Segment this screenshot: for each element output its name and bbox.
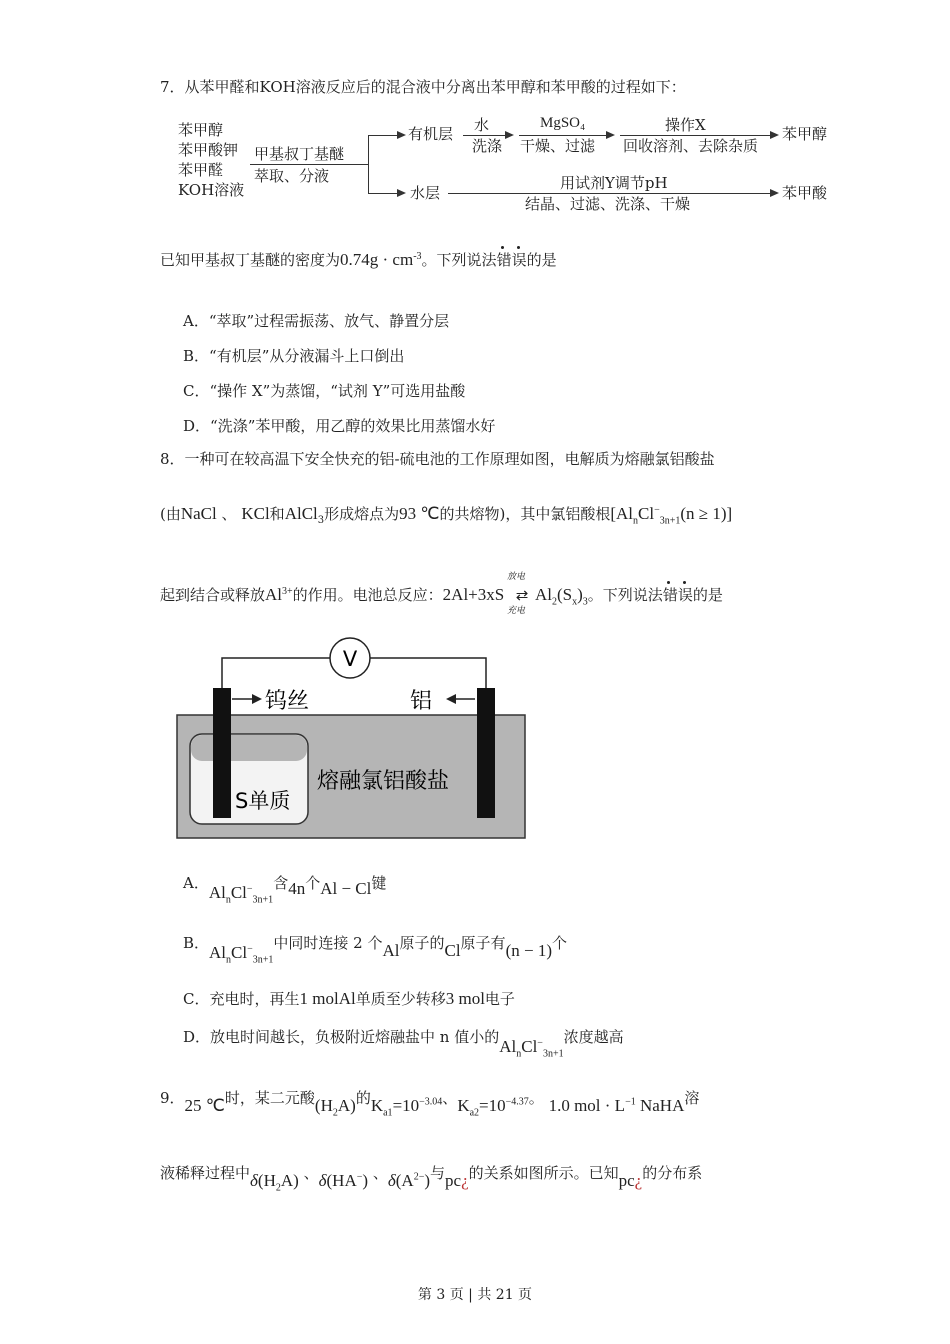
- water-bottom: 洗涤: [472, 137, 503, 155]
- product-benzoic-acid: 苯甲酸: [782, 184, 828, 202]
- q7-stem: 7．从苯甲醛和KOH溶液反应后的混合液中分离出苯甲醇和苯甲酸的过程如下：: [160, 78, 686, 96]
- arrow-head: [505, 131, 514, 139]
- q7-option-c: C．“操作 X”为蒸馏，“试剂 Y”可选用盐酸: [183, 382, 466, 400]
- product-benzyl-alcohol: 苯甲醇: [782, 125, 828, 143]
- voltmeter-label: V: [342, 647, 358, 671]
- step1-top: 甲基叔丁基醚: [254, 145, 345, 163]
- arrow-head: [606, 131, 615, 139]
- wire-right: [370, 658, 486, 689]
- mixture-item: 苯甲醛: [178, 161, 224, 179]
- sulfur-label: S单质: [235, 789, 291, 813]
- step1-bottom: 萃取、分液: [254, 167, 330, 185]
- arrow-head: [770, 131, 779, 139]
- opx-bottom: 回收溶剂、去除杂质: [623, 137, 759, 155]
- organic-layer: 有机层: [408, 125, 454, 143]
- aluminum-electrode: [477, 688, 495, 818]
- reagent-top: 用试剂Y调节pH: [560, 174, 668, 192]
- arrow-head: [770, 189, 779, 197]
- q8-line2: (由NaCl 、 KCl和AlCl$_3$形成熔点为93 ℃的共熔物)，其中氯铝酸根$[Al_nCl^-_{3n+1}(n \ge 1)]$: [160, 504, 733, 527]
- reagent-arrow: [448, 193, 770, 194]
- branch-bottom-arrow: [368, 193, 398, 194]
- mgso4-bottom: 干燥、过滤: [520, 137, 596, 155]
- q8-option-c: C．充电时，再生1 molAl单质至少转移3 mol电子: [183, 989, 515, 1008]
- reagent-bottom: 结晶、过滤、洗涤、干燥: [525, 195, 691, 213]
- arrow-head: [397, 189, 406, 197]
- aqueous-layer: 水层: [410, 184, 441, 202]
- mixture-list: [178, 120, 244, 200]
- battery-diagram: [170, 632, 535, 847]
- q8-option-a: A．$Al_nCl^-_{3n+1}$含4n个Al − Cl键: [183, 874, 387, 906]
- opx-arrow: [620, 135, 770, 136]
- q7-given: 已知甲基叔丁基醚的密度为$0.74g \cdot cm^{-3}$。下列说法错误的是: [160, 250, 557, 269]
- arrow-head: [397, 131, 406, 139]
- arrow-head-icon: [252, 694, 262, 704]
- q8-option-b: B．$Al_nCl^-_{3n+1}$中同时连接 2 个Al原子的Cl原子有(n − 1)个: [183, 934, 568, 966]
- wire-left: [222, 658, 330, 689]
- q8-option-d: D．放电时间越长，负极附近熔融盐中 n 值小的$Al_nCl^-_{3n+1}$浓度越高: [183, 1028, 624, 1060]
- mixture-item: 苯甲酸钾: [178, 141, 239, 159]
- opx-top: 操作X: [665, 116, 706, 134]
- page-footer: 第 3 页 | 共 21 页: [417, 1287, 533, 1303]
- q7-option-b: B．“有机层”从分液漏斗上口倒出: [183, 347, 405, 365]
- tungsten-label: 钨丝: [265, 689, 310, 714]
- step1-line: [250, 164, 368, 165]
- tungsten-electrode: [213, 688, 231, 818]
- mixture-item: 苯甲醇: [178, 121, 224, 139]
- water-arrow: [463, 135, 505, 136]
- arrow-head-icon: [446, 694, 456, 704]
- mixture-item: KOH溶液: [178, 181, 245, 199]
- branch-top-arrow: [368, 135, 398, 136]
- mgso4-arrow: [519, 135, 606, 136]
- branch-line: [368, 135, 369, 193]
- mgso4-top: MgSO₄: [540, 115, 586, 131]
- q9-line2: 液稀释过程中$\delta(H_2A)$ 、δ(HA−) 、$\delta(A^{2-})$与pc¿的关系如图所示。已知pc¿的分布系: [160, 1164, 703, 1194]
- q8-line3: 起到结合或释放$Al^{3+}$的作用。电池总反应：2Al+3xS 放电 ⇄ 充电 $Al_2(S_x)_3$。下列说法错误的是: [160, 572, 723, 616]
- q7-option-d: D．“洗涤”苯甲酸，用乙醇的效果比用蒸馏水好: [183, 417, 496, 435]
- sulfur-top-shade: [191, 735, 307, 761]
- aluminum-label: 铝: [410, 689, 433, 714]
- water-top: 水: [474, 116, 490, 134]
- electrolyte-label: 熔融氯铝酸盐: [317, 769, 450, 794]
- q9-line1: 9．25 ℃时，某二元酸$(H_2A)$的$K_{a1}=10^{-3.04}$、$K_{a2}=10^{-4.37}$。 1.0 mol · $L^{-1}$ NaHA溶: [160, 1089, 700, 1119]
- q7-option-a: A．“萃取”过程需振荡、放气、静置分层: [183, 312, 450, 330]
- q8-line1: 8．一种可在较高温下安全快充的铝-硫电池的工作原理如图，电解质为熔融氯铝酸盐: [160, 450, 715, 468]
